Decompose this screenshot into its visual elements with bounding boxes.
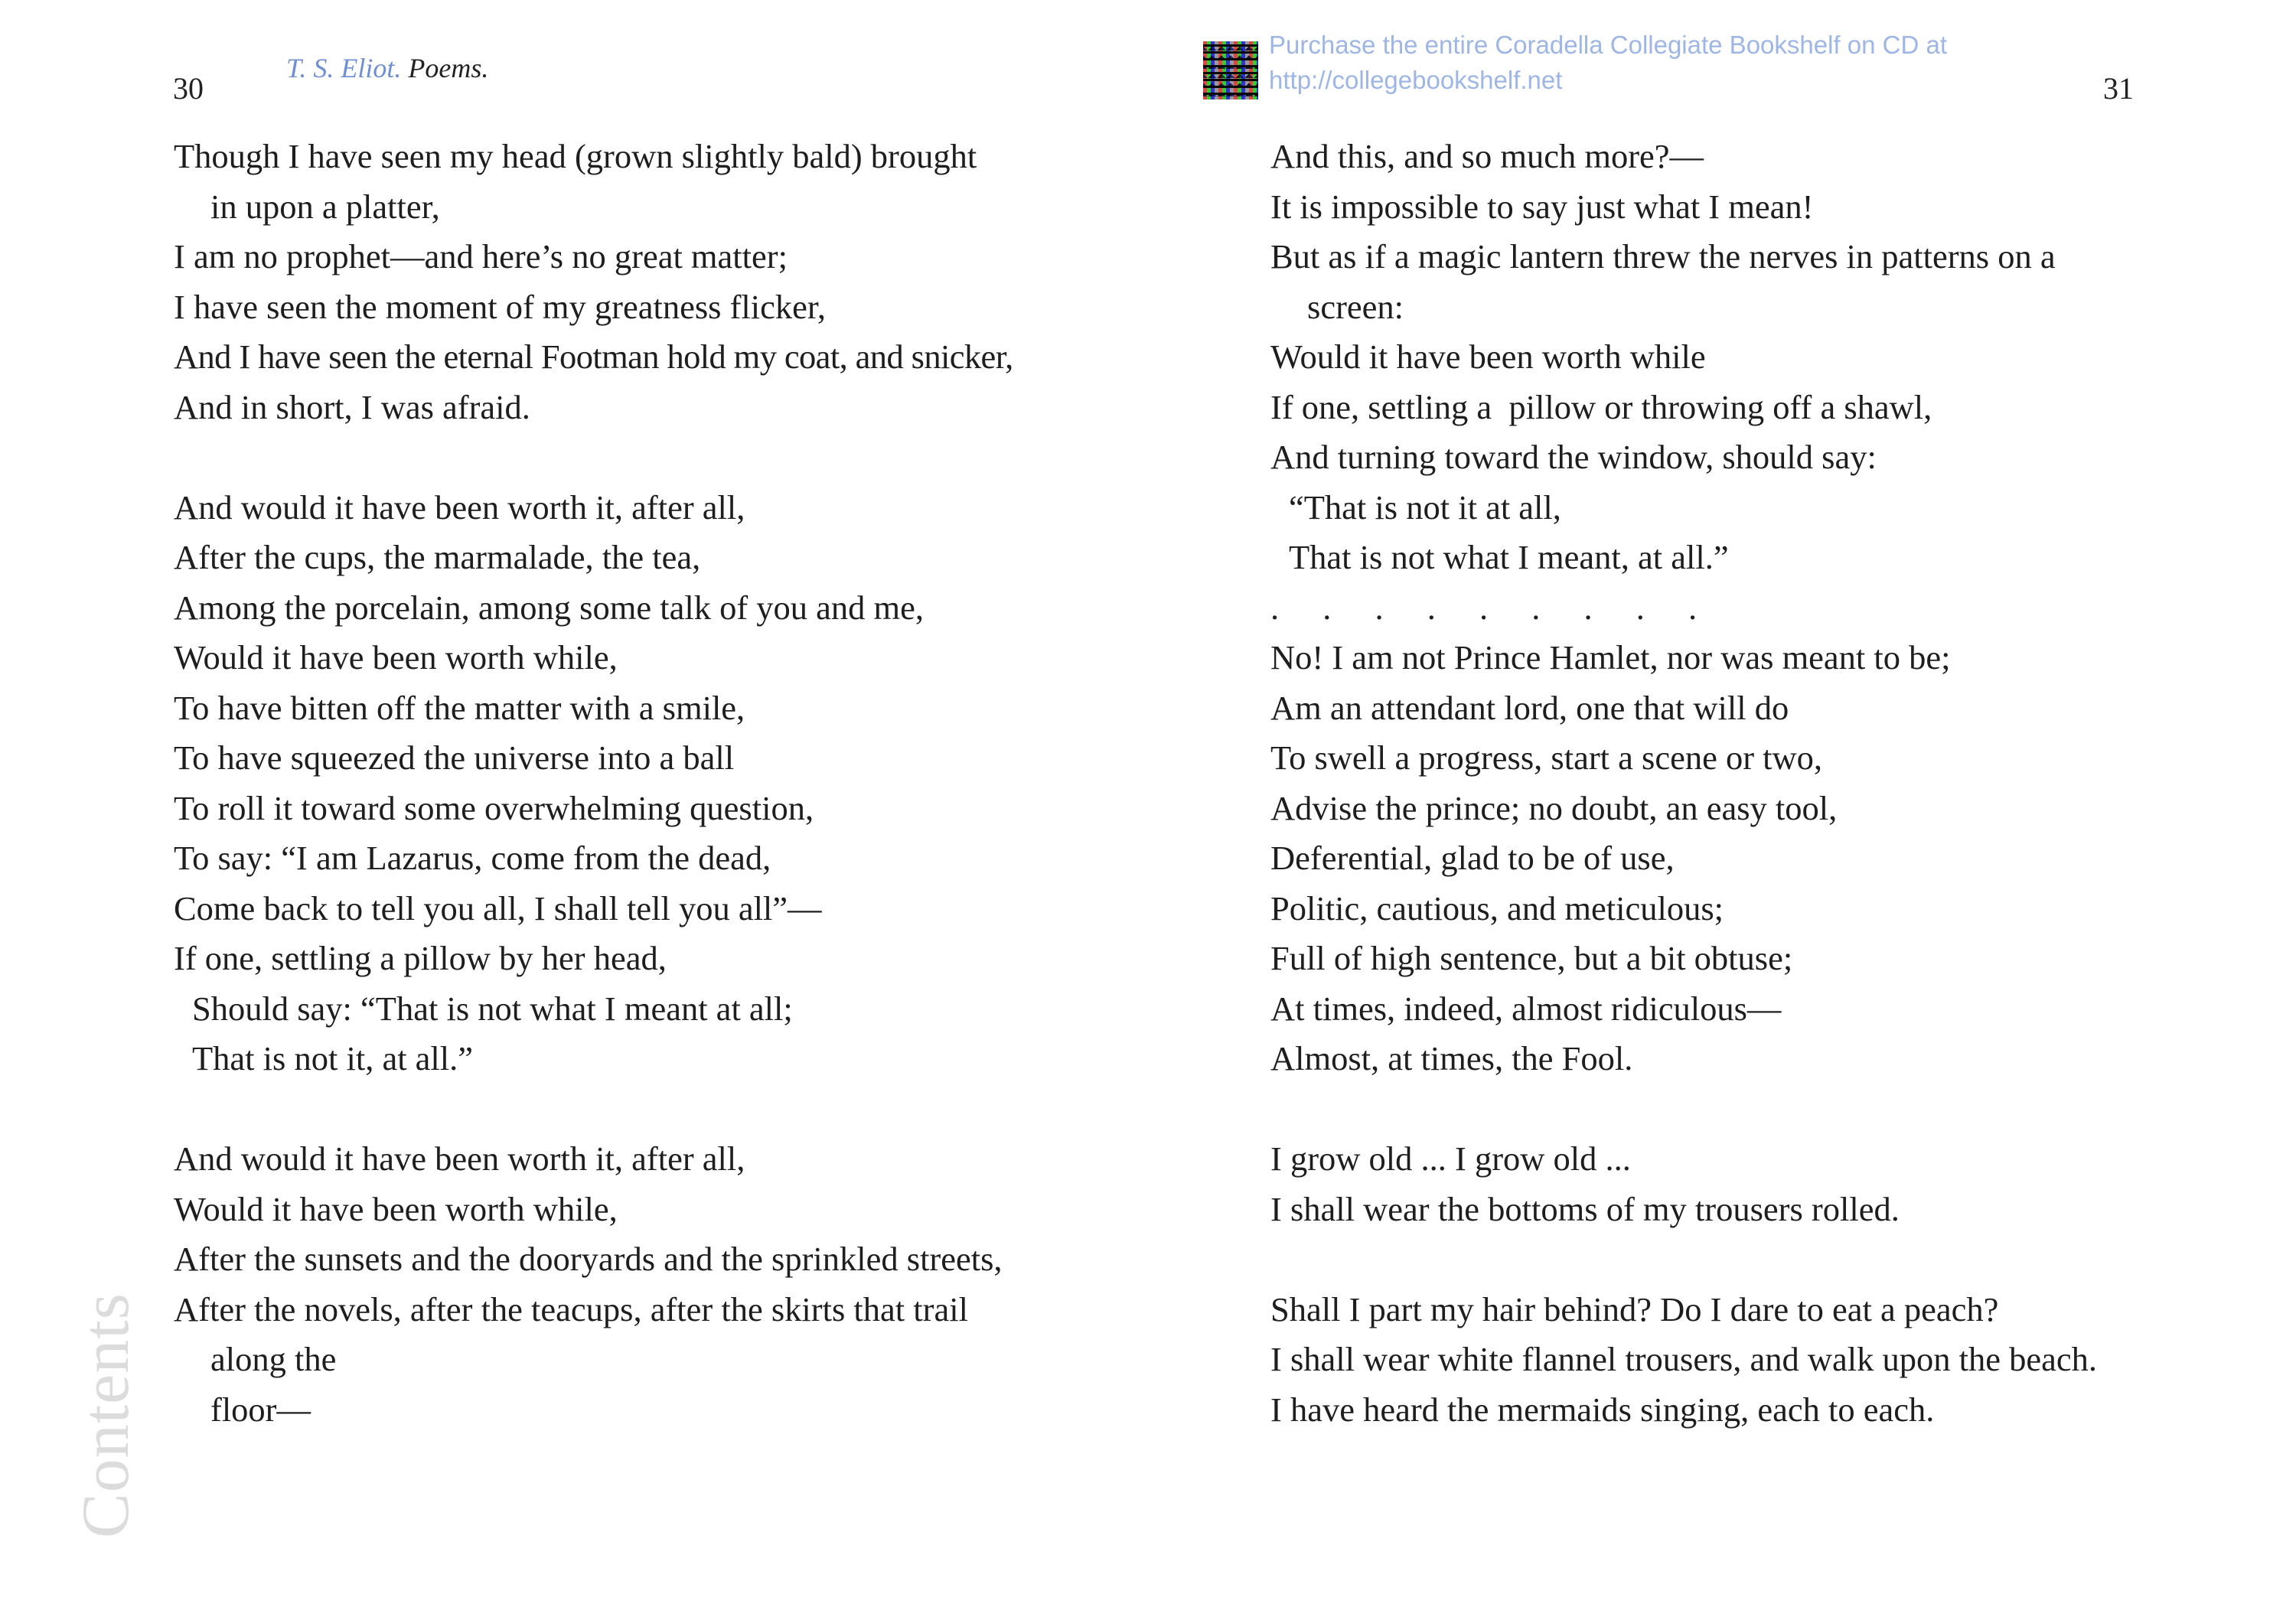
poem-line: I shall wear white flannel trousers, and walk upon the beach. (1270, 1340, 2097, 1378)
left-page-number: 30 (173, 71, 204, 106)
poem-line: Among the porcelain, among some talk of you and me, (174, 588, 924, 627)
author-link[interactable]: T. S. Eliot. (286, 53, 402, 83)
poem-line: Would it have been worth while (1270, 337, 1706, 376)
poem-line: To roll it toward some overwhelming question, (174, 788, 814, 827)
poem-line: To have bitten off the matter with a smile, (174, 688, 745, 727)
poem-line: To say: “I am Lazarus, come from the dead, (174, 839, 771, 877)
poem-line: I have heard the mermaids singing, each to each. (1270, 1390, 1935, 1429)
poem-line: Would it have been worth while, (174, 638, 618, 676)
poem-line: After the cups, the marmalade, the tea, (174, 538, 701, 576)
poem-line: At times, indeed, almost ridiculous— (1270, 989, 1782, 1028)
poem-line: After the sunsets and the dooryards and the sprinkled streets, (174, 1240, 1003, 1278)
right-poem-text (1270, 132, 2097, 1435)
poem-line: Politic, cautious, and meticulous; (1270, 888, 1724, 927)
poem-line: Come back to tell you all, I shall tell you all”— (174, 888, 822, 927)
poem-line (1270, 1234, 2097, 1285)
poem-line: If one, settling a pillow or throwing off a shawl, (1270, 387, 1932, 426)
poem-line: I grow old ... I grow old ... (1270, 1139, 1631, 1178)
poem-line: But as if a magic lantern threw the nerves in patterns on a (1270, 237, 2056, 275)
poem-line: Almost, at times, the Fool. (1270, 1039, 1633, 1077)
poem-line: To swell a progress, start a scene or two, (1270, 738, 1823, 777)
bookshelf-logo-icon (1203, 41, 1258, 99)
poem-line: Full of high sentence, but a bit obtuse; (1270, 939, 1793, 977)
poem-line: “That is not it at all, (1289, 487, 1561, 526)
poem-line: screen: (1307, 287, 1404, 326)
poem-line: It is impossible to say just what I mean! (1270, 187, 1814, 226)
poem-line: That is not what I meant, at all.” (1289, 538, 1729, 576)
poem-line: I have seen the moment of my greatness flicker, (174, 287, 827, 326)
left-poem-text (174, 132, 1013, 1435)
book-title: Poems. (408, 53, 489, 83)
poem-line (174, 1084, 1013, 1135)
poem-line: Advise the prince; no doubt, an easy tool, (1270, 788, 1838, 827)
poem-line (1270, 1084, 2097, 1135)
poem-line: And would it have been worth it, after all, (174, 487, 745, 526)
advert-block[interactable] (1203, 28, 1947, 99)
poem-line: Though I have seen my head (grown slightly bald) brought (174, 137, 977, 175)
poem-line: To have squeezed the universe into a ball (174, 738, 735, 777)
poem-line: And in short, I was afraid. (174, 387, 530, 426)
advert-url[interactable]: http://collegebookshelf.net (1269, 66, 1563, 94)
poem-line: I shall wear the bottoms of my trousers rolled. (1270, 1189, 1900, 1228)
advert-text[interactable] (1269, 28, 1947, 98)
poem-line: Am an attendant lord, one that will do (1270, 688, 1789, 727)
poem-line (174, 432, 1013, 483)
poem-line: And this, and so much more?— (1270, 137, 1704, 175)
poem-line: along the (210, 1340, 337, 1378)
poem-line: And would it have been worth it, after all, (174, 1139, 745, 1178)
poem-line: Should say: “That is not what I meant at all; (192, 989, 793, 1028)
poem-line: After the novels, after the teacups, after the skirts that trail (174, 1289, 968, 1328)
poem-line: I am no prophet—and here’s no great matter; (174, 237, 788, 275)
poem-line: No! I am not Prince Hamlet, nor was meant to be; (1270, 638, 1951, 676)
running-head (286, 52, 488, 84)
poem-line: And I have seen the eternal Footman hold my coat, and snicker, (174, 337, 1013, 376)
contents-tab[interactable]: Contents (69, 1292, 143, 1538)
poem-line: If one, settling a pillow by her head, (174, 939, 667, 977)
poem-line: That is not it, at all.” (192, 1039, 474, 1077)
poem-line: Shall I part my hair behind? Do I dare to eat a peach? (1270, 1289, 1999, 1328)
poem-line: Would it have been worth while, (174, 1189, 618, 1228)
poem-line: Deferential, glad to be of use, (1270, 839, 1675, 877)
poem-line: And turning toward the window, should say: (1270, 438, 1877, 476)
advert-line-1: Purchase the entire Coradella Collegiate Bookshelf on CD at (1269, 31, 1948, 59)
poem-line: floor— (210, 1390, 311, 1429)
right-page-number: 31 (2103, 71, 2134, 106)
poem-line: . . . . . . . . . (1270, 588, 1698, 627)
poem-line: in upon a platter, (210, 187, 440, 226)
